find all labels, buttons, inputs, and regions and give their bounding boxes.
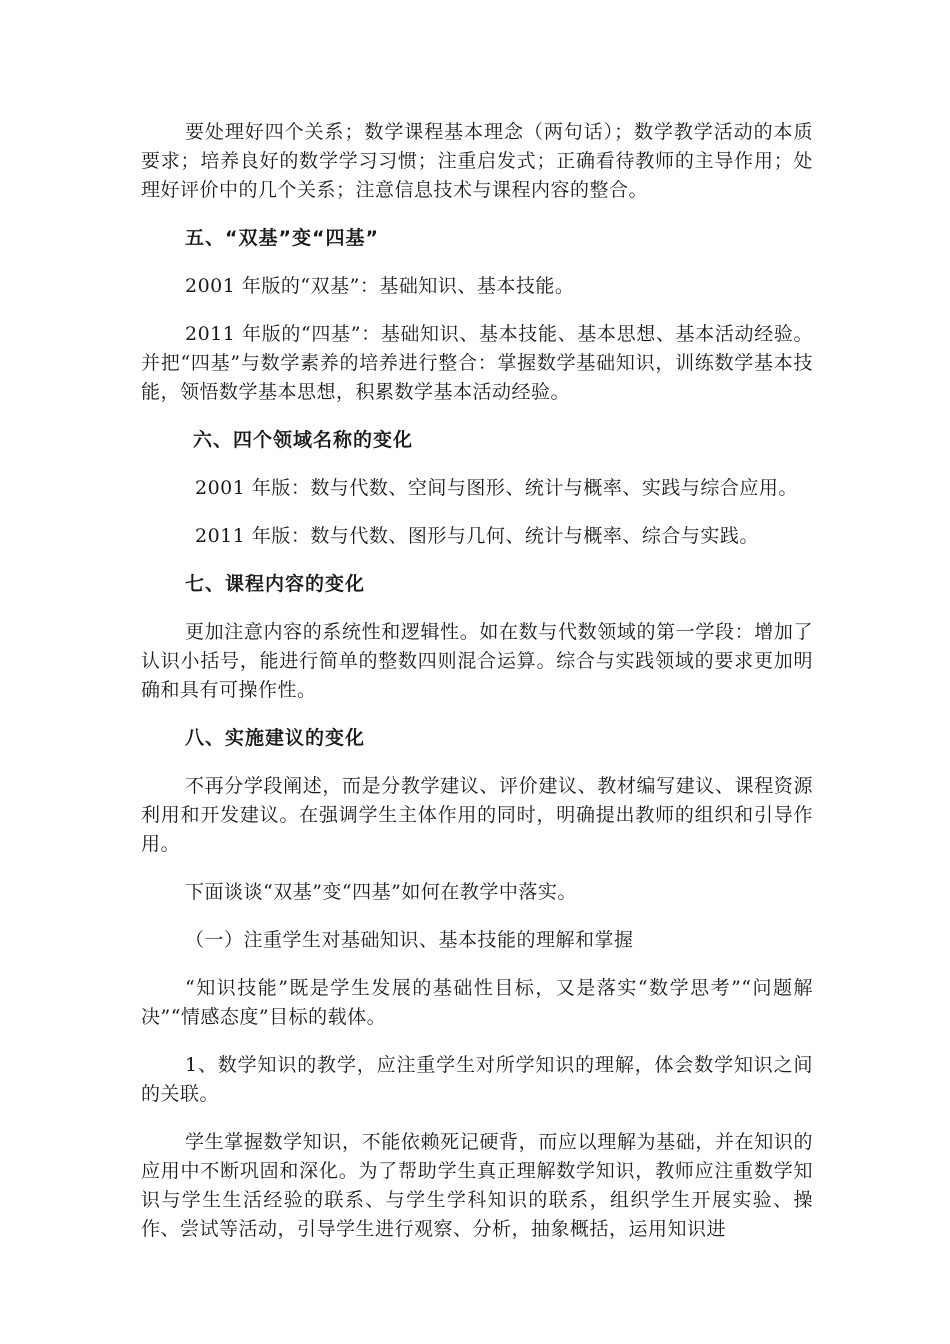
paragraph-2001-domains: 2001 年版：数与代数、空间与图形、统计与概率、实践与综合应用。 — [195, 477, 798, 499]
paragraph-2011-siji: 2011 年版的“四基”：基础知识、基本技能、基本思想、基本活动经验。并把“四基”与数学素养的培养进行整合：掌握数学基础知识，训练数学基本技能，领悟数学基本思想，积累数学基本活动经验。 — [141, 323, 813, 403]
subheading-part-1: （一）注重学生对基础知识、基本技能的理解和掌握 — [185, 929, 634, 951]
paragraph-2001-shuangji: 2001 年版的“双基”：基础知识、基本技能。 — [185, 275, 575, 297]
document-page — [141, 118, 813, 1244]
paragraph-implementation-changes: 不再分学段阐述，而是分教学建议、评价建议、教材编写建议、课程资源利用和开发建议。在强调学生主体作用的同时，明确提出教师的组织和引导作用。 — [141, 775, 813, 855]
heading-section-8: 八、实施建议的变化 — [185, 727, 366, 749]
paragraph-intro-relations: 要处理好四个关系；数学课程基本理念（两句话）；数学教学活动的本质要求；培养良好的数学学习习惯；注重启发式；正确看待教师的主导作用；处理好评价中的几个关系；注意信息技术与课程内容的整合。 — [141, 121, 813, 201]
paragraph-content-changes: 更加注意内容的系统性和逻辑性。如在数与代数领域的第一学段：增加了认识小括号，能进行简单的整数四则混合运算。综合与实践领域的要求更加明确和具有可操作性。 — [141, 621, 813, 701]
paragraph-knowledge-skills: “知识技能”既是学生发展的基础性目标，又是落实“数学思考”“问题解决”“情感态度”目标的载体。 — [141, 977, 813, 1028]
heading-section-6: 六、四个领域名称的变化 — [193, 429, 414, 451]
paragraph-discussion-intro: 下面谈谈“双基”变“四基”如何在教学中落实。 — [185, 881, 577, 903]
paragraph-point-1: 1、数学知识的教学，应注重学生对所学知识的理解，体会数学知识之间的关联。 — [141, 1054, 813, 1105]
paragraph-2011-domains: 2011 年版：数与代数、图形与几何、统计与概率、综合与实践。 — [195, 525, 759, 547]
heading-section-7: 七、课程内容的变化 — [185, 573, 366, 595]
heading-section-5: 五、“双基”变“四基” — [185, 227, 379, 249]
paragraph-student-understanding: 学生掌握数学知识，不能依赖死记硬背，而应以理解为基础，并在知识的应用中不断巩固和深化。为了帮助学生真正理解数学知识，教师应注重数学知识与学生生活经验的联系、与学生学科知识的联系，组织学生开展实验、操作、尝试等活动，引导学生进行观察、分析，抽象概括，运用知识进 — [141, 1131, 813, 1240]
